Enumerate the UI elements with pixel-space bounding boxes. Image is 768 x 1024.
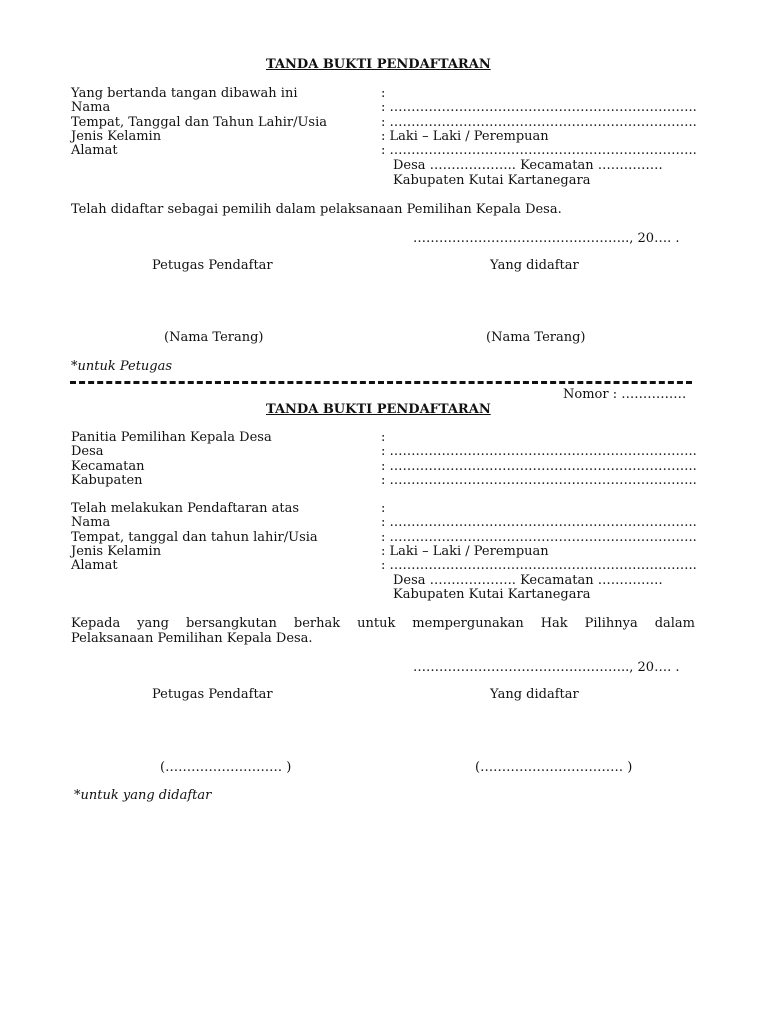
bottom-sign-right-title: Yang didaftar: [490, 687, 579, 702]
top-label-gender: Jenis Kelamin: [71, 129, 162, 144]
top-date-line: ………………………………………….., 20…. .: [413, 231, 680, 246]
cut-line-divider: [70, 381, 692, 384]
top-value-signatory: :: [381, 86, 386, 101]
bottom-statement-line-2: Pelaksanaan Pemilihan Kepala Desa.: [71, 631, 313, 646]
top-title: TANDA BUKTI PENDAFTARAN: [266, 57, 491, 72]
bottom-label-kecamatan: Kecamatan: [71, 459, 145, 474]
bottom-nomor: Nomor : ……………: [563, 387, 687, 402]
bottom-label-alamat: Alamat: [71, 558, 118, 573]
bottom-value-panitia: :: [381, 430, 386, 445]
top-statement: Telah didaftar sebagai pemilih dalam pelaksanaan Pemilihan Kepala Desa.: [71, 202, 562, 217]
top-value-gender: : Laki – Laki / Perempuan: [381, 129, 549, 144]
bottom-footnote: *untuk yang didaftar: [74, 788, 212, 803]
top-sign-left-name: (Nama Terang): [164, 330, 264, 345]
bottom-sign-left-title: Petugas Pendaftar: [152, 687, 273, 702]
top-label-signatory: Yang bertanda tangan dibawah ini: [71, 86, 298, 101]
top-kabupaten: Kabupaten Kutai Kartanegara: [393, 173, 591, 188]
bottom-statement-line-1: Kepada yang bersangkutan berhak untuk mempergunakan Hak Pilihnya dalam: [71, 616, 695, 631]
bottom-sign-right-name: (…………………………… ): [475, 760, 633, 775]
bottom-label-kabupaten: Kabupaten: [71, 473, 143, 488]
bottom-value-registration: :: [381, 501, 386, 516]
top-label-alamat: Alamat: [71, 143, 118, 158]
bottom-label-ttl: Tempat, tanggal dan tahun lahir/Usia: [71, 530, 318, 545]
bottom-value-ttl: : ……………………………………………………………..: [381, 530, 697, 545]
bottom-value-nama: : ……………………………………………………………..: [381, 515, 697, 530]
bottom-desa-kecamatan: Desa ……………….. Kecamatan ……………: [393, 573, 663, 588]
top-footnote: *untuk Petugas: [71, 359, 173, 374]
bottom-sign-left-name: (……………………… ): [160, 760, 292, 775]
bottom-kabupaten: Kabupaten Kutai Kartanegara: [393, 587, 591, 602]
bottom-value-kabupaten: : ……………………………………………………………..: [381, 473, 697, 488]
bottom-label-panitia: Panitia Pemilihan Kepala Desa: [71, 430, 272, 445]
top-label-ttl: Tempat, Tanggal dan Tahun Lahir/Usia: [71, 115, 327, 130]
bottom-value-desa: : ……………………………………………………………..: [381, 444, 697, 459]
bottom-value-kecamatan: : ……………………………………………………………..: [381, 459, 697, 474]
bottom-value-gender: : Laki – Laki / Perempuan: [381, 544, 549, 559]
bottom-label-nama: Nama: [71, 515, 111, 530]
bottom-label-registration: Telah melakukan Pendaftaran atas: [71, 501, 300, 516]
bottom-title: TANDA BUKTI PENDAFTARAN: [266, 402, 491, 417]
top-sign-right-title: Yang didaftar: [490, 258, 579, 273]
bottom-value-alamat: : ……………………………………………………………..: [381, 558, 697, 573]
top-value-ttl: : ……………………………………………………………..: [381, 115, 697, 130]
top-value-alamat: : ……………………………………………………………..: [381, 143, 697, 158]
bottom-label-gender: Jenis Kelamin: [71, 544, 162, 559]
bottom-label-desa: Desa: [71, 444, 104, 459]
bottom-date-line: ………………………………………….., 20…. .: [413, 660, 680, 675]
top-sign-left-title: Petugas Pendaftar: [152, 258, 273, 273]
top-desa-kecamatan: Desa ……………….. Kecamatan ……………: [393, 158, 663, 173]
top-label-nama: Nama: [71, 100, 111, 115]
top-value-nama: : ……………………………………………………………..: [381, 100, 697, 115]
top-sign-right-name: (Nama Terang): [486, 330, 586, 345]
